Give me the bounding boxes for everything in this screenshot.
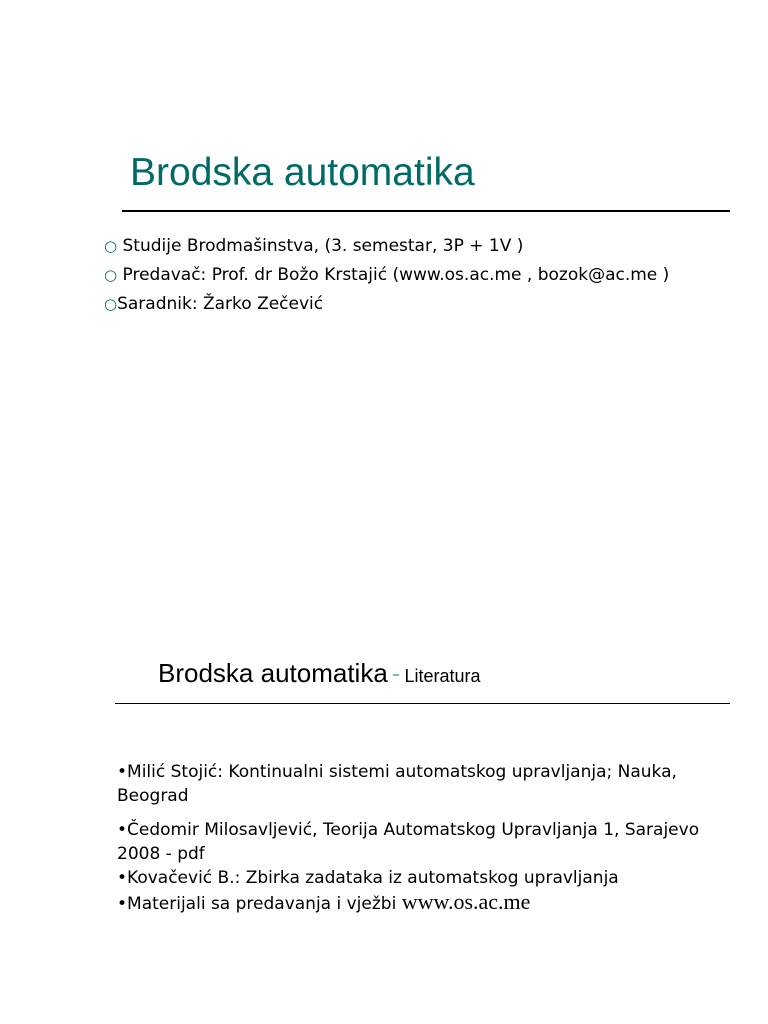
- slide2-title-dash: -: [391, 658, 401, 688]
- literature-item-text: •Materijali sa predavanja i vježbi: [117, 894, 402, 914]
- slide1-bullet-course: [104, 234, 724, 258]
- slide1-title-divider: [122, 210, 730, 212]
- ring-bullet-icon: ○: [104, 266, 118, 284]
- slide1-bullet-assistant: [104, 292, 724, 316]
- bullet-text: Saradnik: Žarko Zečević: [117, 294, 324, 314]
- literature-item: [117, 890, 737, 916]
- slide2-title-divider: [115, 703, 730, 704]
- literature-list: [117, 760, 737, 916]
- literature-item: •Milić Stojić: Kontinualni sistemi automatskog upravljanja; Nauka, Beograd: [117, 762, 677, 806]
- slide1-bullet-lecturer: [104, 263, 724, 287]
- slide2-title-subtitle: Literatura: [404, 666, 481, 686]
- slide1-bullet-list: [104, 234, 724, 321]
- ring-bullet-icon: ○: [104, 295, 118, 313]
- literature-item: •Čedomir Milosavljević, Teorija Automatskog Upravljanja 1, Sarajevo 2008 - pdf: [117, 820, 700, 864]
- slide2-title: [158, 658, 481, 689]
- slide1-title: Brodska automatika: [130, 151, 475, 194]
- literature-item: •Kovačević B.: Zbirka zadataka iz automatskog upravljanja: [117, 868, 619, 888]
- course-website-link[interactable]: www.os.ac.me: [401, 889, 531, 914]
- bullet-text: Studije Brodmašinstva, (3. semestar, 3P + 1V ): [117, 236, 524, 256]
- ring-bullet-icon: ○: [104, 237, 118, 255]
- bullet-text: Predavač: Prof. dr Božo Krstajić (www.os.ac.me , bozok@ac.me ): [117, 265, 670, 285]
- slide2-title-main: Brodska automatika: [158, 658, 388, 688]
